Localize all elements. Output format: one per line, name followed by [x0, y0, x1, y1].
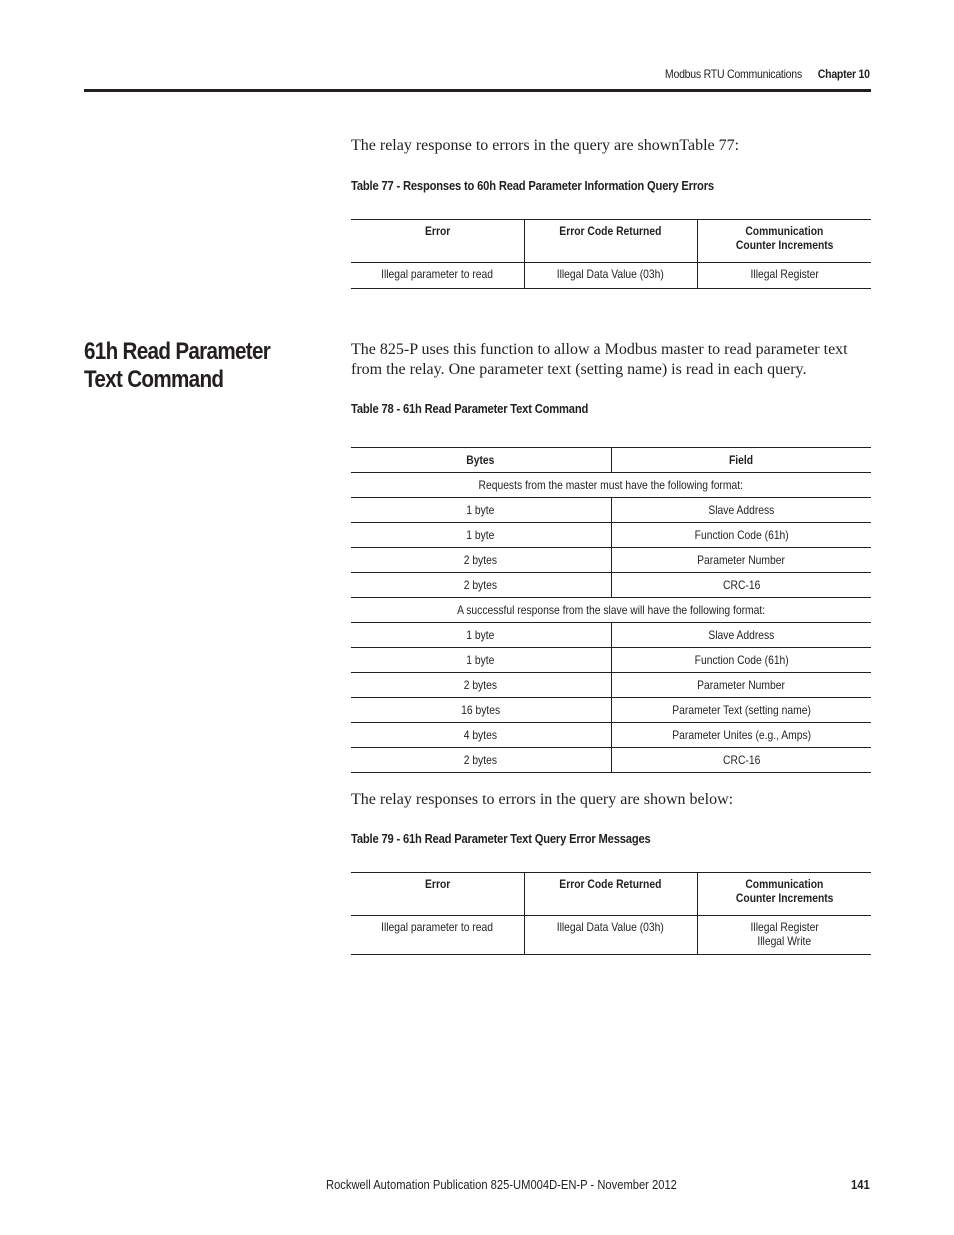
table77-header-row [351, 220, 871, 263]
table79-header-counter: Communication Counter Increments [697, 873, 871, 916]
table79-header-error-code: Error Code Returned [524, 873, 697, 916]
table-row: 1 byte Slave Address [351, 623, 871, 648]
table78 [351, 447, 871, 773]
table-row [351, 263, 871, 289]
page-number: 141 [851, 1177, 870, 1192]
header-chapter: Chapter 10 [818, 67, 870, 81]
section-paragraph: The 825-P uses this function to allow a Modbus master to read parameter text from the relay. One parameter text (setting name) is read in each query. [351, 341, 848, 378]
table78-caption: Table 78 - 61h Read Parameter Text Command [351, 401, 589, 416]
table77-cell-error-code: Illegal Data Value (03h) [524, 263, 697, 289]
table-row [351, 916, 871, 955]
section-heading: 61h Read Parameter Text Command [84, 338, 271, 393]
table79-cell-error: Illegal parameter to read [351, 916, 524, 955]
table78-response-label-row [351, 598, 871, 623]
table79-cell-counter: Illegal Register Illegal Write [697, 916, 871, 955]
table77-cell-error: Illegal parameter to read [351, 263, 524, 289]
table-row: 4 bytes Parameter Unites (e.g., Amps) [351, 723, 871, 748]
table79-header-error: Error [351, 873, 524, 916]
table-row: 1 byte Function Code (61h) [351, 648, 871, 673]
table77-header-counter: Communication Counter Increments [697, 220, 871, 263]
table78-request-label: Requests from the master must have the following format: [351, 473, 871, 498]
header-section-title: Modbus RTU Communications [665, 67, 803, 81]
footer-publication: Rockwell Automation Publication 825-UM004D-EN-P - November 2012 [326, 1177, 677, 1192]
table-row: 2 bytes Parameter Number [351, 673, 871, 698]
after-paragraph: The relay responses to errors in the query are shown below: [351, 791, 734, 808]
table77-caption: Table 77 - Responses to 60h Read Parameter Information Query Errors [351, 178, 714, 193]
page-header [665, 67, 870, 81]
table-row: 1 byte Slave Address [351, 498, 871, 523]
table77-cell-counter: Illegal Register [697, 263, 871, 289]
table79-header-row [351, 873, 871, 916]
table-row: 2 bytes Parameter Number [351, 548, 871, 573]
table78-header-row [351, 448, 871, 473]
table78-header-bytes: Bytes [351, 448, 611, 473]
table78-header-field: Field [611, 448, 871, 473]
table-row: 1 byte Function Code (61h) [351, 523, 871, 548]
table-row: 2 bytes CRC-16 [351, 573, 871, 598]
table79-cell-error-code: Illegal Data Value (03h) [524, 916, 697, 955]
table77 [351, 219, 871, 289]
table78-request-label-row [351, 473, 871, 498]
table-row: 16 bytes Parameter Text (setting name) [351, 698, 871, 723]
table-row: 2 bytes CRC-16 [351, 748, 871, 773]
table79-caption: Table 79 - 61h Read Parameter Text Query Error Messages [351, 831, 651, 846]
table77-header-error: Error [351, 220, 524, 263]
table79 [351, 872, 871, 955]
table78-response-label: A successful response from the slave will have the following format: [351, 598, 871, 623]
intro-paragraph: The relay response to errors in the query are shownTable 77: [351, 137, 740, 154]
header-rule [84, 89, 871, 92]
table77-header-error-code: Error Code Returned [524, 220, 697, 263]
